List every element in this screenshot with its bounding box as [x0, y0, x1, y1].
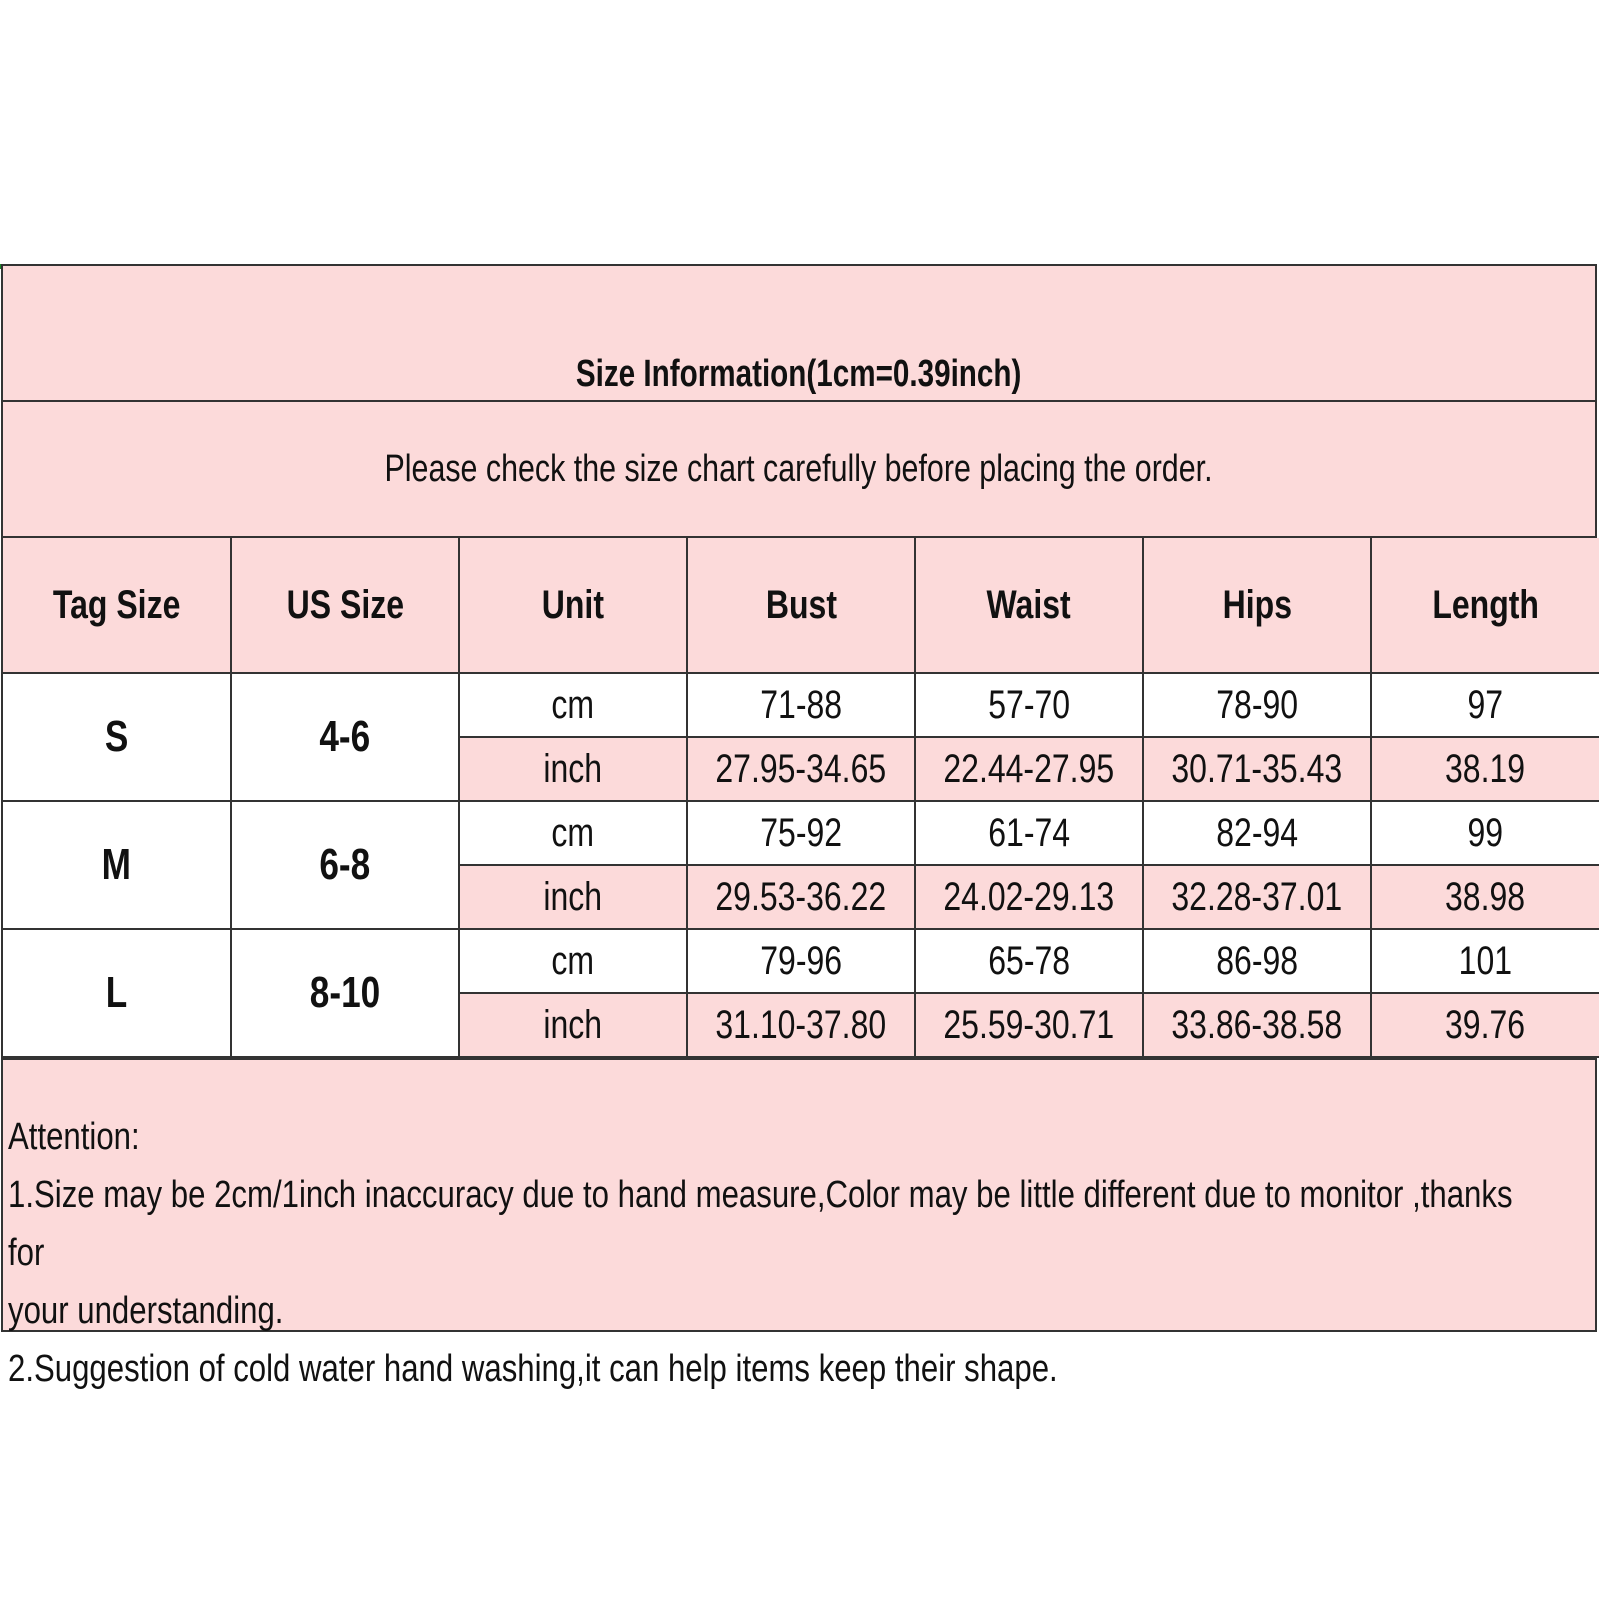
size-table [3, 538, 1599, 1058]
waist-cell: 65-78 [915, 929, 1143, 993]
header-us-size: US Size [231, 538, 459, 673]
length-cell: 38.19 [1371, 737, 1599, 801]
attention-note-1: 1.Size may be 2cm/1inch inaccuracy due to hand measure,Color may be little different due to monitor ,thanks for [8, 1174, 1513, 1274]
header-tag-size: Tag Size [3, 538, 231, 673]
bust-cell: 75-92 [687, 801, 915, 865]
length-cell: 38.98 [1371, 865, 1599, 929]
waist-cell: 24.02-29.13 [915, 865, 1143, 929]
unit-cell: inch [459, 865, 687, 929]
tag-size-cell: S [3, 673, 231, 801]
bust-cell: 31.10-37.80 [687, 993, 915, 1057]
table-row [3, 801, 1599, 865]
unit-cell: inch [459, 737, 687, 801]
note-row [3, 402, 1595, 538]
attention-heading: Attention: [8, 1116, 140, 1158]
header-waist: Waist [915, 538, 1143, 673]
length-cell: 97 [1371, 673, 1599, 737]
hips-cell: 30.71-35.43 [1143, 737, 1371, 801]
waist-cell: 25.59-30.71 [915, 993, 1143, 1057]
title-row [3, 266, 1595, 402]
tag-size-cell: L [3, 929, 231, 1057]
us-size-cell: 6-8 [231, 801, 459, 929]
length-cell: 39.76 [1371, 993, 1599, 1057]
header-hips: Hips [1143, 538, 1371, 673]
us-size-cell: 8-10 [231, 929, 459, 1057]
waist-cell: 57-70 [915, 673, 1143, 737]
length-cell: 101 [1371, 929, 1599, 993]
waist-cell: 22.44-27.95 [915, 737, 1143, 801]
hips-cell: 82-94 [1143, 801, 1371, 865]
us-size-cell: 4-6 [231, 673, 459, 801]
attention-section [3, 1058, 1595, 1390]
unit-cell: cm [459, 801, 687, 865]
hips-cell: 32.28-37.01 [1143, 865, 1371, 929]
chart-title: Size Information(1cm=0.39inch) [576, 353, 1022, 395]
unit-cell: cm [459, 929, 687, 993]
bust-cell: 29.53-36.22 [687, 865, 915, 929]
attention-note-1-cont: your understanding. [8, 1290, 284, 1332]
hips-cell: 78-90 [1143, 673, 1371, 737]
length-cell: 99 [1371, 801, 1599, 865]
header-unit: Unit [459, 538, 687, 673]
bust-cell: 79-96 [687, 929, 915, 993]
table-row [3, 673, 1599, 737]
bust-cell: 27.95-34.65 [687, 737, 915, 801]
header-bust: Bust [687, 538, 915, 673]
tag-size-cell: M [3, 801, 231, 929]
header-length: Length [1371, 538, 1599, 673]
chart-subtitle: Please check the size chart carefully before placing the order. [384, 447, 1214, 490]
size-chart [1, 264, 1597, 1390]
header-row [3, 538, 1599, 673]
table-row [3, 929, 1599, 993]
unit-cell: cm [459, 673, 687, 737]
bust-cell: 71-88 [687, 673, 915, 737]
waist-cell: 61-74 [915, 801, 1143, 865]
unit-cell: inch [459, 993, 687, 1057]
attention-note-2: 2.Suggestion of cold water hand washing,it can help items keep their shape. [8, 1348, 1058, 1390]
hips-cell: 86-98 [1143, 929, 1371, 993]
hips-cell: 33.86-38.58 [1143, 993, 1371, 1057]
